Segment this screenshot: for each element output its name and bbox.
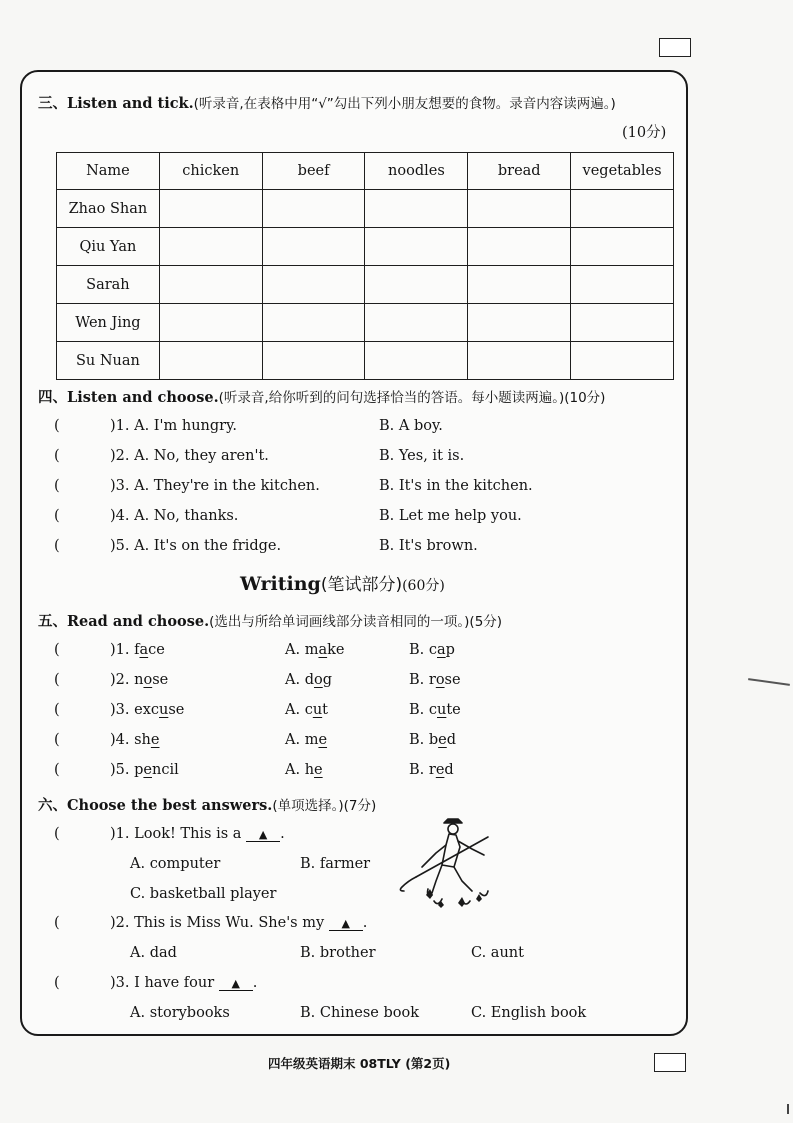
tick-cell[interactable] (468, 190, 571, 228)
answer-paren[interactable]: ( (54, 915, 60, 931)
table-header-row (57, 153, 674, 190)
phonics-word: )4. she (110, 732, 160, 748)
scan-mark (748, 678, 790, 686)
listen-question-3: )3. A. They're in the kitchen. (110, 478, 320, 494)
answer-paren[interactable]: ( (54, 418, 60, 434)
tick-cell[interactable] (571, 190, 674, 228)
tick-cell[interactable] (262, 190, 365, 228)
answer-paren[interactable]: ( (54, 478, 60, 494)
choice-option-c: C. basketball player (130, 886, 277, 902)
tick-cell[interactable] (365, 190, 468, 228)
table-row (57, 190, 674, 228)
answer-blank[interactable]: ▲ (329, 918, 363, 931)
answer-paren[interactable]: ( (54, 538, 60, 554)
listen-option-b: B. Let me help you. (379, 508, 522, 524)
tick-cell[interactable] (262, 304, 365, 342)
choice-option-a: A. storybooks (130, 1005, 230, 1021)
phonics-option-b: B. bed (409, 732, 457, 748)
tick-cell[interactable] (159, 266, 262, 304)
choice-question-3: )3. I have four ▲ . (110, 975, 258, 991)
table-header: noodles (365, 153, 468, 190)
section4-heading (38, 386, 605, 407)
listen-question-5: )5. A. It's on the fridge. (110, 538, 282, 554)
table-header: beef (262, 153, 365, 190)
answer-paren[interactable]: ( (54, 508, 60, 524)
choice-option-b: B. Chinese book (300, 1005, 420, 1021)
choice-option-b: B. farmer (300, 856, 371, 872)
tick-cell[interactable] (159, 304, 262, 342)
section6-instruction: (单项选择。)(7分) (272, 798, 377, 814)
tick-table (56, 152, 674, 380)
section4-instruction: (听录音,给你听到的问句选择恰当的答语。每小题读两遍。)(10分) (218, 390, 606, 406)
choice-option-a: A. dad (130, 945, 177, 961)
choice-option-c: C. aunt (471, 945, 524, 961)
corner-box-top (659, 38, 691, 57)
tick-cell[interactable] (571, 228, 674, 266)
tick-cell[interactable] (468, 304, 571, 342)
choice-question-2: )2. This is Miss Wu. She's my ▲ . (110, 915, 368, 931)
answer-blank[interactable]: ▲ (219, 978, 253, 991)
section4-title: 四、Listen and choose. (38, 389, 219, 406)
listen-option-b: B. A boy. (379, 418, 443, 434)
table-row-name: Sarah (57, 266, 160, 304)
tick-cell[interactable] (468, 228, 571, 266)
section5-heading (38, 610, 502, 631)
tick-cell[interactable] (159, 228, 262, 266)
answer-paren[interactable]: ( (54, 702, 60, 718)
tick-cell[interactable] (262, 266, 365, 304)
phonics-word: )5. pencil (110, 762, 179, 778)
table-row (57, 304, 674, 342)
section6-title: 六、Choose the best answers. (38, 797, 273, 814)
answer-paren[interactable]: ( (54, 448, 60, 464)
listen-option-b: B. Yes, it is. (379, 448, 465, 464)
table-header: vegetables (571, 153, 674, 190)
choice-option-b: B. brother (300, 945, 376, 961)
phonics-option-a: A. cut (285, 702, 328, 718)
phonics-option-b: B. rose (409, 672, 461, 688)
section6-heading (38, 794, 376, 815)
answer-paren[interactable]: ( (54, 732, 60, 748)
phonics-word: )3. excuse (110, 702, 185, 718)
listen-question-4: )4. A. No, thanks. (110, 508, 239, 524)
corner-box-bottom (654, 1053, 686, 1072)
answer-paren[interactable]: ( (54, 642, 60, 658)
table-row (57, 266, 674, 304)
table-row-name: Su Nuan (57, 342, 160, 380)
table-header: bread (468, 153, 571, 190)
choice-question-1: )1. Look! This is a ▲ . (110, 826, 285, 842)
listen-option-b: B. It's brown. (379, 538, 478, 554)
tick-cell[interactable] (468, 266, 571, 304)
listen-question-2: )2. A. No, they aren't. (110, 448, 269, 464)
table-row-name: Zhao Shan (57, 190, 160, 228)
tick-cell[interactable] (571, 304, 674, 342)
listen-question-1: )1. A. I'm hungry. (110, 418, 237, 434)
tick-cell[interactable] (159, 342, 262, 380)
section5-instruction: (选出与所给单词画线部分读音相同的一项。)(5分) (209, 614, 503, 630)
section3-instruction: (听录音,在表格中用“√”勾出下列小朋友想要的食物。录音内容读两遍。) (193, 96, 616, 112)
table-header: chicken (159, 153, 262, 190)
phonics-option-a: A. he (285, 762, 323, 778)
tick-cell[interactable] (365, 266, 468, 304)
phonics-word: )2. nose (110, 672, 169, 688)
answer-paren[interactable]: ( (54, 975, 60, 991)
answer-paren[interactable]: ( (54, 826, 60, 842)
section3-title: 三、Listen and tick. (38, 95, 194, 112)
writing-title-score: (60分) (402, 578, 445, 594)
table-row (57, 342, 674, 380)
phonics-option-b: B. cap (409, 642, 455, 658)
choice-option-c: C. English book (471, 1005, 587, 1021)
phonics-option-a: A. make (285, 642, 345, 658)
tick-cell[interactable] (571, 266, 674, 304)
listen-option-b: B. It's in the kitchen. (379, 478, 533, 494)
tick-cell[interactable] (262, 228, 365, 266)
phonics-option-a: A. dog (285, 672, 333, 688)
section3-score: (10分) (622, 125, 667, 141)
writing-title-cn: (笔试部分) (320, 575, 403, 595)
phonics-option-a: A. me (285, 732, 328, 748)
writing-title (240, 570, 445, 595)
phonics-option-b: B. red (409, 762, 454, 778)
answer-blank[interactable]: ▲ (246, 829, 280, 842)
table-header: Name (57, 153, 160, 190)
page-footer: 四年级英语期末 08TLY (第2页) (268, 1056, 451, 1071)
table-row-name: Qiu Yan (57, 228, 160, 266)
phonics-option-b: B. cute (409, 702, 461, 718)
tick-cell[interactable] (159, 190, 262, 228)
scan-mark (787, 1104, 789, 1114)
tick-cell[interactable] (365, 228, 468, 266)
section5-title: 五、Read and choose. (38, 613, 210, 630)
table-row-name: Wen Jing (57, 304, 160, 342)
choice-option-a: A. computer (130, 856, 221, 872)
table-row (57, 228, 674, 266)
writing-title-en: Writing (240, 573, 321, 595)
section3-heading (38, 92, 616, 113)
farmer-illustration (392, 815, 496, 915)
phonics-word: )1. face (110, 642, 165, 658)
tick-cell[interactable] (262, 342, 365, 380)
answer-paren[interactable]: ( (54, 762, 60, 778)
tick-cell[interactable] (365, 304, 468, 342)
answer-paren[interactable]: ( (54, 672, 60, 688)
tick-cell[interactable] (468, 342, 571, 380)
tick-cell[interactable] (365, 342, 468, 380)
tick-cell[interactable] (571, 342, 674, 380)
